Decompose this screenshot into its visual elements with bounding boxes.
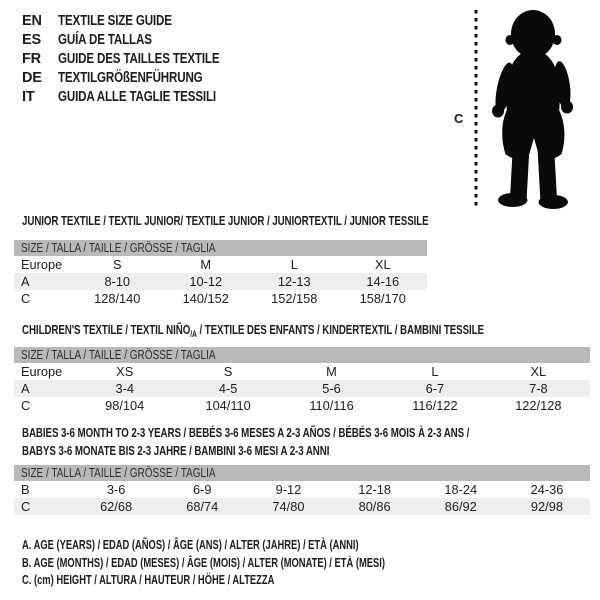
table-cell: 74/80 [272,499,305,514]
table-cell: 7-8 [529,381,548,396]
table-row [14,256,427,273]
lang-title: GUIDE DES TAILLES TEXTILE [58,51,220,67]
baby-silhouette [492,10,573,209]
table-cell: 3-4 [115,381,134,396]
lang-code: DE [22,70,42,86]
junior-table-title: JUNIOR TEXTILE / TEXTIL JUNIOR/ TEXTILE JUNIOR / JUNIORTEXTIL / JUNIOR TESSILE [22,213,429,228]
row-label: A [21,274,30,289]
subscript-a: /A [190,329,197,339]
lang-code: EN [22,13,42,29]
table-cell: 10-12 [189,274,223,289]
table-cell: 104/110 [205,398,251,413]
lang-title: GUIDA ALLE TAGLIE TESSILI [58,89,216,105]
footnote-c: C. (cm) HEIGHT / ALTURA / HAUTEUR / HÖHE / ALTEZZA [22,572,275,587]
table-cell: L [290,257,298,272]
table-cell: 8-10 [104,274,131,289]
footnote-a: A. AGE (YEARS) / EDAD (AÑOS) / ÂGE (ANS) / ALTER (JAHRE) / ETÀ (ANNI) [22,537,359,552]
size-header-bar: SIZE / TALLA / TAILLE / GRÖSSE / TAGLIA [14,347,590,363]
table-cell: 158/170 [359,291,406,306]
lang-title: TEXTILE SIZE GUIDE [58,13,172,29]
table-cell: 140/152 [182,291,229,306]
table-cell: 68/74 [186,499,219,514]
table-cell: 6-9 [193,482,212,497]
table-cell: XL [374,257,391,272]
table-cell: M [326,364,337,379]
table-cell: 152/158 [271,291,318,306]
table-row [14,498,590,515]
table-cell: 80/86 [358,499,391,514]
height-measure-label: C [454,111,464,126]
row-label: Europe [21,257,63,272]
table-cell: 62/68 [100,499,133,514]
lang-title: TEXTILGRÖßENFÜHRUNG [58,70,203,86]
row-label: Europe [21,364,63,379]
babies-table-rows [14,481,590,515]
table-cell: S [223,364,233,379]
table-cell: 24-36 [530,482,564,497]
table-cell: 116/122 [412,398,458,413]
size-header-bar: SIZE / TALLA / TAILLE / GRÖSSE / TAGLIA [14,465,590,481]
lang-row-it [22,88,260,107]
table-row [14,290,427,307]
table-cell: 18-24 [444,482,478,497]
babies-size-table [14,465,590,515]
children-table-title: CHILDREN'S TEXTILE / TEXTIL $NIÑO_{/A}$ / TEXTILE DES ENFANTS / KINDERTEXTIL / BAMBINI TESSILE [22,322,484,339]
baby-figure-svg [443,2,593,214]
lang-code: IT [22,89,35,105]
table-cell: XS [116,364,134,379]
table-row [14,273,427,290]
row-label: C [21,398,31,413]
table-cell: S [112,257,122,272]
row-label: B [21,482,30,497]
row-label: A [21,381,30,396]
children-size-table [14,347,590,414]
junior-size-table [14,240,427,307]
lang-row-en [22,12,260,31]
babies-table-title: BABIES 3-6 MONTH TO 2-3 YEARS / BEBÉS 3-6 MESES A 2-3 AÑOS / BÉBÉS 3-6 MOIS À 2-3 ANS / BABYS 3-6 MONATE BIS 2-3 JAHRE / BAMBINI 3-6 MESI A 2-3 ANNI [22,425,470,458]
baby-height-figure [443,2,593,214]
footnote-b: B. AGE (MONTHS) / EDAD (MESES) / ÂGE (MOIS) / ALTER (MONATE) / ETÀ (MESI) [22,554,385,570]
table-cell: 86/92 [444,499,477,514]
table-row [14,481,590,498]
children-table-rows [14,363,590,414]
language-title-list [22,12,260,107]
table-cell: 98/104 [105,398,145,413]
table-cell: 12-13 [277,274,311,289]
table-cell: 14-16 [366,274,400,289]
row-label: C [21,499,31,514]
table-cell: M [200,257,212,272]
lang-title: GUÍA DE TALLAS [58,32,152,48]
size-header-bar: SIZE / TALLA / TAILLE / GRÖSSE / TAGLIA [14,240,427,256]
lang-row-de [22,69,260,88]
table-row [14,397,590,414]
table-cell: 92/98 [530,499,563,514]
table-cell: 12-18 [358,482,391,497]
table-row [14,363,590,380]
lang-row-es [22,31,260,50]
table-row [14,380,590,397]
table-cell: 3-6 [106,482,126,497]
row-label: C [21,291,31,306]
table-cell: 110/116 [309,398,354,413]
table-cell: 4-5 [218,381,238,396]
lang-code: ES [22,32,41,48]
table-cell: XL [530,364,547,379]
table-cell: L [431,364,439,379]
legend-footnotes [22,536,526,589]
table-cell: 6-7 [425,381,445,396]
lang-code: FR [22,51,41,67]
table-cell: 9-12 [275,482,302,497]
table-cell: 122/128 [515,398,562,413]
table-cell: 5-6 [322,381,341,396]
junior-table-rows [14,256,427,307]
lang-row-fr [22,50,260,69]
table-cell: 128/140 [94,291,141,306]
